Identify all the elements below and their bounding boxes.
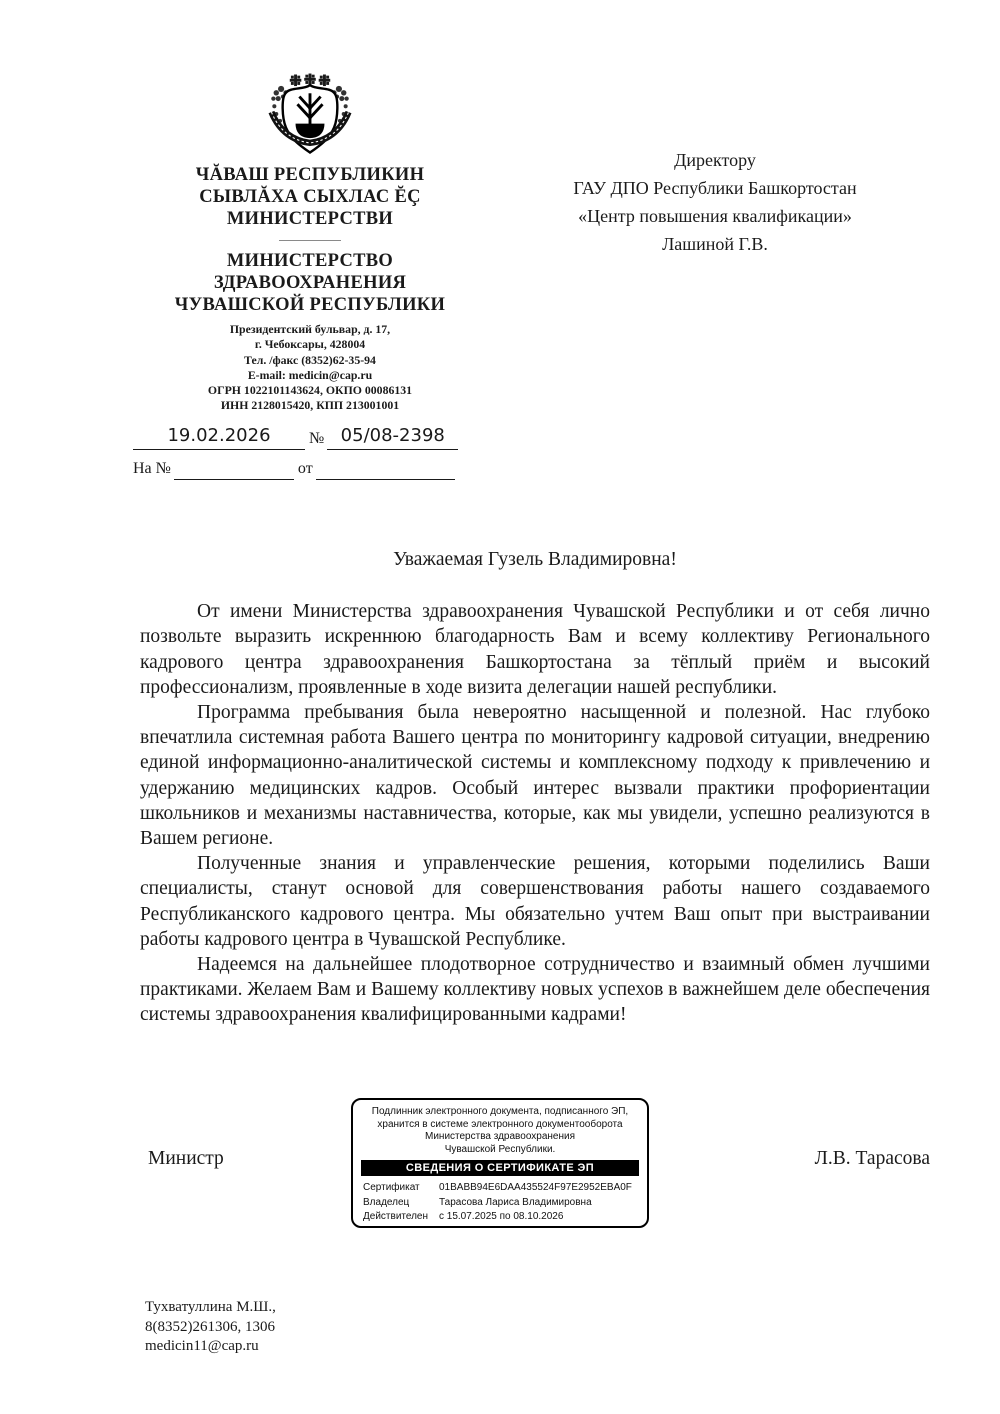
stamp-title: СВЕДЕНИЯ О СЕРТИФИКАТЕ ЭП bbox=[361, 1160, 639, 1176]
reply-label: На № bbox=[133, 460, 171, 477]
body-paragraph: Полученные знания и управленческие решения, которыми поделились Ваши специалисты, станут основой для совершенствования работы нашего создаваемого Республиканского кадрового центра. Мы обязательно учтем Ваш опыт при выстраивании работы кадрового центра в Чувашской Республике. bbox=[140, 853, 930, 950]
letterhead-divider bbox=[279, 240, 341, 241]
stamp-header bbox=[359, 1106, 641, 1156]
esignature-stamp bbox=[351, 1098, 649, 1228]
reference-block bbox=[133, 424, 478, 480]
org-name-chuvash-line: МИНИСТЕРСТВИ bbox=[226, 209, 394, 229]
executor-phone: 8(8352)261306, 1306 bbox=[145, 1318, 275, 1335]
reply-number-blank bbox=[174, 478, 294, 480]
org-name-russian-line: МИНИСТЕРСТВО bbox=[226, 251, 394, 271]
stamp-field-label: Сертификат bbox=[363, 1182, 420, 1193]
recipient-line: «Центр повышения квалификации» bbox=[578, 206, 852, 226]
org-name-chuvash-line: СЫВЛĂХА СЫХЛАС ĔÇ bbox=[199, 187, 421, 207]
stamp-field-value: Тарасова Лариса Владимировна bbox=[439, 1196, 592, 1208]
stamp-header-line: хранится в системе электронного документооборота bbox=[377, 1118, 623, 1130]
executor-name: Тухватуллина М.Ш., bbox=[145, 1299, 276, 1315]
stamp-header-line: Чувашской Республики. bbox=[444, 1143, 556, 1155]
date-number-row bbox=[133, 424, 478, 450]
executor-block bbox=[145, 1298, 276, 1357]
org-name-russian bbox=[140, 250, 480, 316]
number-sign: № bbox=[309, 430, 325, 447]
org-name-russian-line: ЧУВАШСКОЙ РЕСПУБЛИКИ bbox=[174, 295, 446, 315]
coat-of-arms-icon bbox=[140, 68, 480, 160]
stamp-field-value: с 15.07.2025 по 08.10.2026 bbox=[439, 1211, 564, 1222]
email-line: E-mail: medicin@cap.ru bbox=[247, 367, 373, 382]
org-name-russian-line: ЗДРАВООХРАНЕНИЯ bbox=[213, 273, 407, 293]
signer-position: Министр bbox=[148, 1148, 224, 1169]
letterhead bbox=[140, 68, 480, 414]
from-label: от bbox=[297, 460, 313, 477]
address-line: Президентский бульвар, д. 17, bbox=[229, 322, 391, 336]
recipient-line: ГАУ ДПО Республики Башкортостан bbox=[573, 178, 857, 198]
letter-date: 19.02.2026 bbox=[133, 424, 305, 450]
address-line: ОГРН 1022101143624, ОКПО 00086131 bbox=[207, 383, 413, 398]
letter-body bbox=[140, 547, 930, 1028]
body-paragraph: Надеемся на дальнейшее плодотворное сотрудничество и взаимный обмен лучшими практиками. Желаем Вам и Вашему коллективу новых успехов в важнейшем деле обеспечения системы здравоохранения квалифицированными кадрами! bbox=[140, 954, 930, 1026]
address-line: г. Чебоксары, 428004 bbox=[254, 337, 366, 352]
recipient-line: Директору bbox=[674, 150, 756, 170]
reply-date-blank bbox=[316, 478, 455, 480]
stamp-field-label: Владелец bbox=[363, 1196, 410, 1208]
address-line: Тел. /факс (8352)62-35-94 bbox=[244, 352, 376, 367]
body-paragraph: От имени Министерства здравоохранения Чувашской Республики и от себя лично позвольте выразить искреннюю благодарность Вам и всему коллективу Регионального кадрового центра здравоохранения Башкортостана за тёплый приём и высокий профессионализм, проявленные в ходе визита делегации нашей республики. bbox=[140, 601, 930, 698]
stamp-validity-row bbox=[359, 1210, 641, 1225]
stamp-header-line: Подлинник электронного документа, подписанного ЭП, bbox=[371, 1106, 629, 1117]
org-name-chuvash bbox=[140, 164, 480, 230]
stamp-owner-row bbox=[359, 1196, 641, 1211]
recipient-line: Лашиной Г.В. bbox=[662, 234, 768, 254]
stamp-field-value: 01BABB94E6DAA435524F97E2952EBA0F bbox=[439, 1182, 632, 1193]
address-line: ИНН 2128015420, КПП 213001001 bbox=[220, 398, 400, 413]
address-block bbox=[140, 322, 480, 414]
stamp-certificate-row bbox=[359, 1181, 641, 1196]
org-name-chuvash-line: ЧĂВАШ РЕСПУБЛИКИН bbox=[195, 165, 425, 185]
signer-name: Л.В. Тарасова bbox=[814, 1148, 930, 1169]
stamp-field-label: Действителен bbox=[363, 1211, 429, 1222]
executor-email: medicin11@cap.ru bbox=[145, 1338, 259, 1354]
letter-number: 05/08-2398 bbox=[327, 424, 458, 450]
recipient-block bbox=[505, 146, 925, 258]
salutation: Уважаемая Гузель Владимировна! bbox=[393, 549, 677, 570]
stamp-header-line: Министерства здравоохранения bbox=[425, 1131, 575, 1142]
body-paragraph: Программа пребывания была невероятно насыщенной и полезной. Нас глубоко впечатлила системная работа Вашего центра по мониторингу кадровой ситуации, внедрению единой информационно-аналитической системы и комплексному подходу к привлечению и удержанию медицинских кадров. Особый интерес вызвали практики профориентации школьников и механизмы наставничества, которые, как мы увидели, успешно реализуются в Вашем регионе. bbox=[140, 702, 930, 850]
reply-to-row bbox=[133, 458, 478, 480]
